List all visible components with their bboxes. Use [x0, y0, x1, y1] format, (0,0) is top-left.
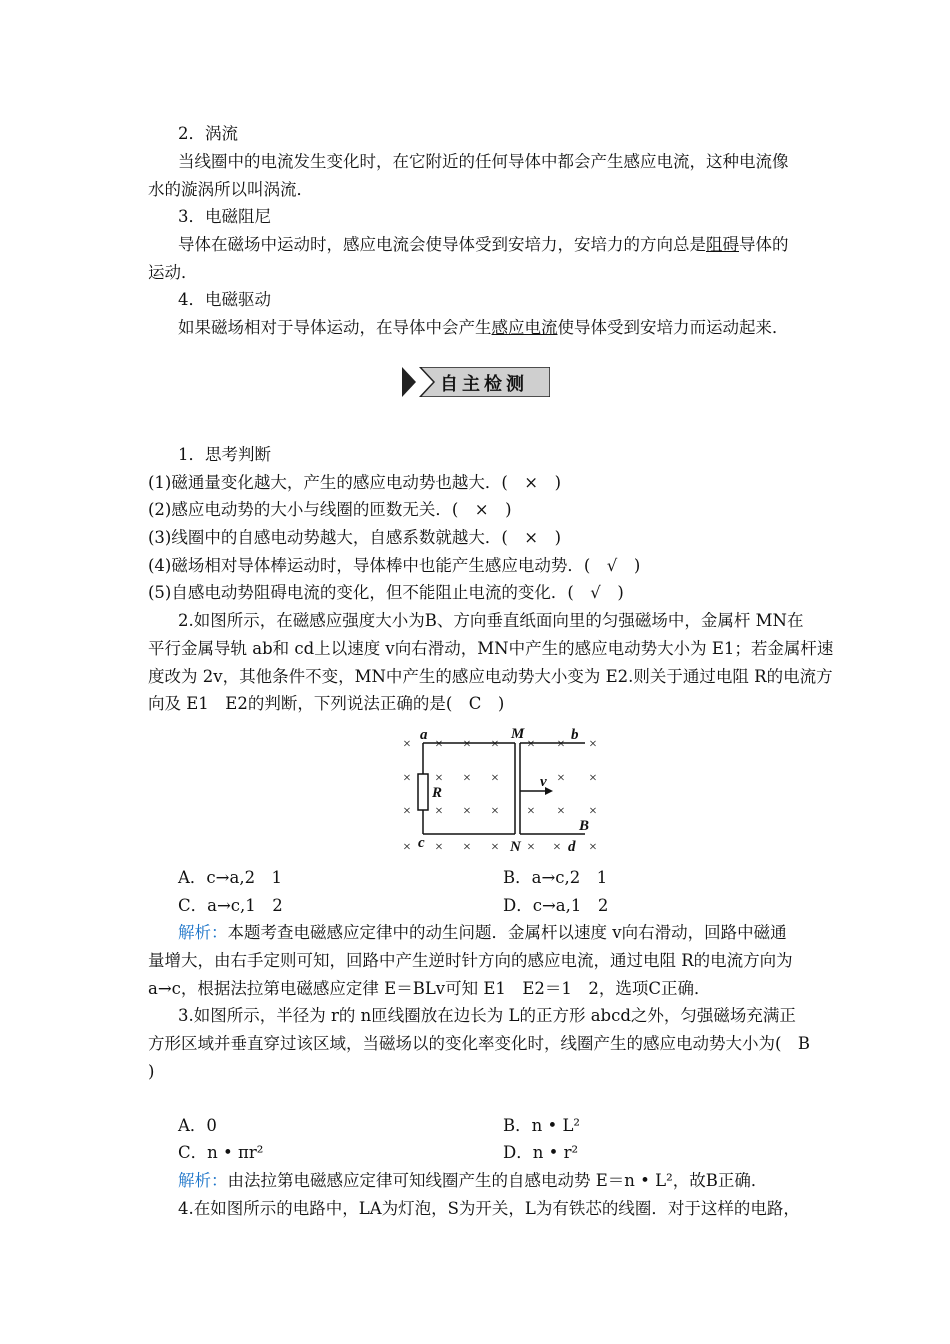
q3-option-d: D．n • r² [503, 1143, 579, 1162]
q2-line1: 2.如图所示，在磁感应强度大小为B、方向垂直纸面向里的匀强磁场中，金属杆 MN在 [178, 611, 804, 630]
field-cross: × [527, 804, 535, 819]
field-cross: × [403, 737, 411, 752]
field-cross: × [589, 771, 597, 786]
field-cross: × [557, 737, 565, 752]
q2-option-c: C．a→c,1 2 [178, 896, 283, 915]
field-cross: × [463, 840, 471, 855]
q2-option-b: B．a→c,2 1 [503, 868, 608, 887]
field-cross: × [589, 737, 597, 752]
field-cross: × [491, 840, 499, 855]
section-2-text-line2: 水的漩涡所以叫涡流． [148, 180, 313, 199]
q2-analysis-line3: a→c，根据法拉第电磁感应定律 E＝BLv可知 E1 E2＝1 2，选项C正确． [148, 979, 711, 998]
label-R: R [432, 785, 443, 801]
field-cross: × [435, 737, 443, 752]
field-cross: × [403, 771, 411, 786]
q3-line1: 3.如图所示，半径为 r的 n匝线圈放在边长为 L的正方形 abcd之外，匀强磁场充满正 [178, 1006, 796, 1025]
s3-text-b: 导体的 [739, 235, 789, 254]
analysis-label: 解析： [178, 1171, 228, 1190]
section-2-title: 2．涡流 [178, 124, 238, 143]
s4-text-b: 使导体受到安培力而运动起来． [557, 318, 789, 337]
q2-analysis-line2: 量增大，由右手定则可知，回路中产生逆时针方向的感应电流，通过电阻 R的电流方向为 [148, 951, 793, 970]
s3-text-a: 导体在磁场中运动时，感应电流会使导体受到安培力，安培力的方向总是 [178, 235, 706, 254]
label-d: d [568, 839, 576, 855]
field-cross: × [557, 771, 565, 786]
q1-item-1: (1)磁通量变化越大，产生的感应电动势也越大．( × ) [148, 473, 562, 492]
q2-analysis-line1 [178, 923, 787, 943]
q3-line3: ) [148, 1062, 155, 1081]
field-cross: × [491, 737, 499, 752]
field-cross: × [435, 771, 443, 786]
field-cross: × [527, 840, 535, 855]
q2-line2: 平行金属导轨 ab和 cd上以速度 v向右滑动，MN中产生的感应电动势大小为 E1；若金属杆速 [148, 639, 834, 658]
s3-underlined: 阻碍 [706, 235, 739, 254]
section-2-text-line1: 当线圈中的电流发生变化时，在它附近的任何导体中都会产生感应电流，这种电流像 [178, 152, 789, 171]
q3-option-c: C．n • πr² [178, 1143, 264, 1162]
s4-underlined: 感应电流 [491, 318, 558, 337]
q4-line1: 4.在如图所示的电路中，LA为灯泡，S为开关，L为有铁芯的线圈．对于这样的电路， [178, 1199, 800, 1218]
section-4-text [178, 318, 789, 338]
q1-item-4: (4)磁场相对导体棒运动时，导体棒中也能产生感应电动势．( √ ) [148, 556, 641, 575]
section-3-text-line1 [178, 235, 789, 255]
field-cross: × [403, 804, 411, 819]
banner-title: 自主检测 [440, 374, 528, 395]
analysis-label: 解析： [178, 923, 228, 942]
section-4-title: 4．电磁驱动 [178, 290, 271, 309]
field-cross: × [403, 840, 411, 855]
label-B: B [579, 818, 590, 834]
q3-line2: 方形区域并垂直穿过该区域，当磁场以的变化率变化时，线圈产生的感应电动势大小为( B [148, 1034, 811, 1053]
field-cross: × [589, 840, 597, 855]
field-cross: × [463, 771, 471, 786]
label-a: a [420, 727, 428, 743]
field-cross: × [553, 840, 561, 855]
field-cross: × [589, 804, 597, 819]
q1-item-3: (3)线圈中的自感电动势越大，自感系数就越大．( × ) [148, 528, 562, 547]
analysis-text: 由法拉第电磁感应定律可知线圈产生的自感电动势 E＝n • L²，故B正确． [227, 1171, 768, 1190]
field-cross: × [435, 840, 443, 855]
analysis-text: 本题考查电磁感应定律中的动生问题．金属杆以速度 v向右滑动，回路中磁通 [227, 923, 787, 942]
q2-line3: 度改为 2v，其他条件不变，MN中产生的感应电动势大小变为 E2.则关于通过电阻 R的电流方 [148, 667, 833, 686]
q1-item-2: (2)感应电动势的大小与线圈的匝数无关．( × ) [148, 500, 512, 519]
q1-title: 1．思考判断 [178, 445, 271, 464]
q2-line4: 向及 E1 E2的判断，下列说法正确的是( C ) [148, 694, 505, 713]
field-cross: × [491, 771, 499, 786]
field-cross: × [463, 737, 471, 752]
circuit-figure [395, 724, 610, 860]
label-b: b [571, 727, 579, 743]
field-cross: × [463, 804, 471, 819]
label-c: c [418, 835, 425, 851]
q3-option-a: A．0 [178, 1116, 217, 1135]
q1-item-5: (5)自感电动势阻碍电流的变化，但不能阻止电流的变化．( √ ) [148, 583, 624, 602]
section-3-title: 3．电磁阻尼 [178, 207, 271, 226]
q3-analysis [178, 1171, 767, 1191]
label-v: v [540, 774, 547, 790]
section-3-text-line2: 运动． [148, 263, 198, 282]
field-cross: × [557, 804, 565, 819]
q2-option-a: A．c→a,2 1 [178, 868, 283, 887]
field-cross: × [491, 804, 499, 819]
s4-text-a: 如果磁场相对于导体运动，在导体中会产生 [178, 318, 492, 337]
q3-option-b: B．n • L² [503, 1116, 581, 1135]
label-N: N [510, 839, 521, 855]
field-cross: × [527, 737, 535, 752]
q2-option-d: D．c→a,1 2 [503, 896, 609, 915]
label-M: M [511, 726, 525, 742]
field-cross: × [435, 804, 443, 819]
